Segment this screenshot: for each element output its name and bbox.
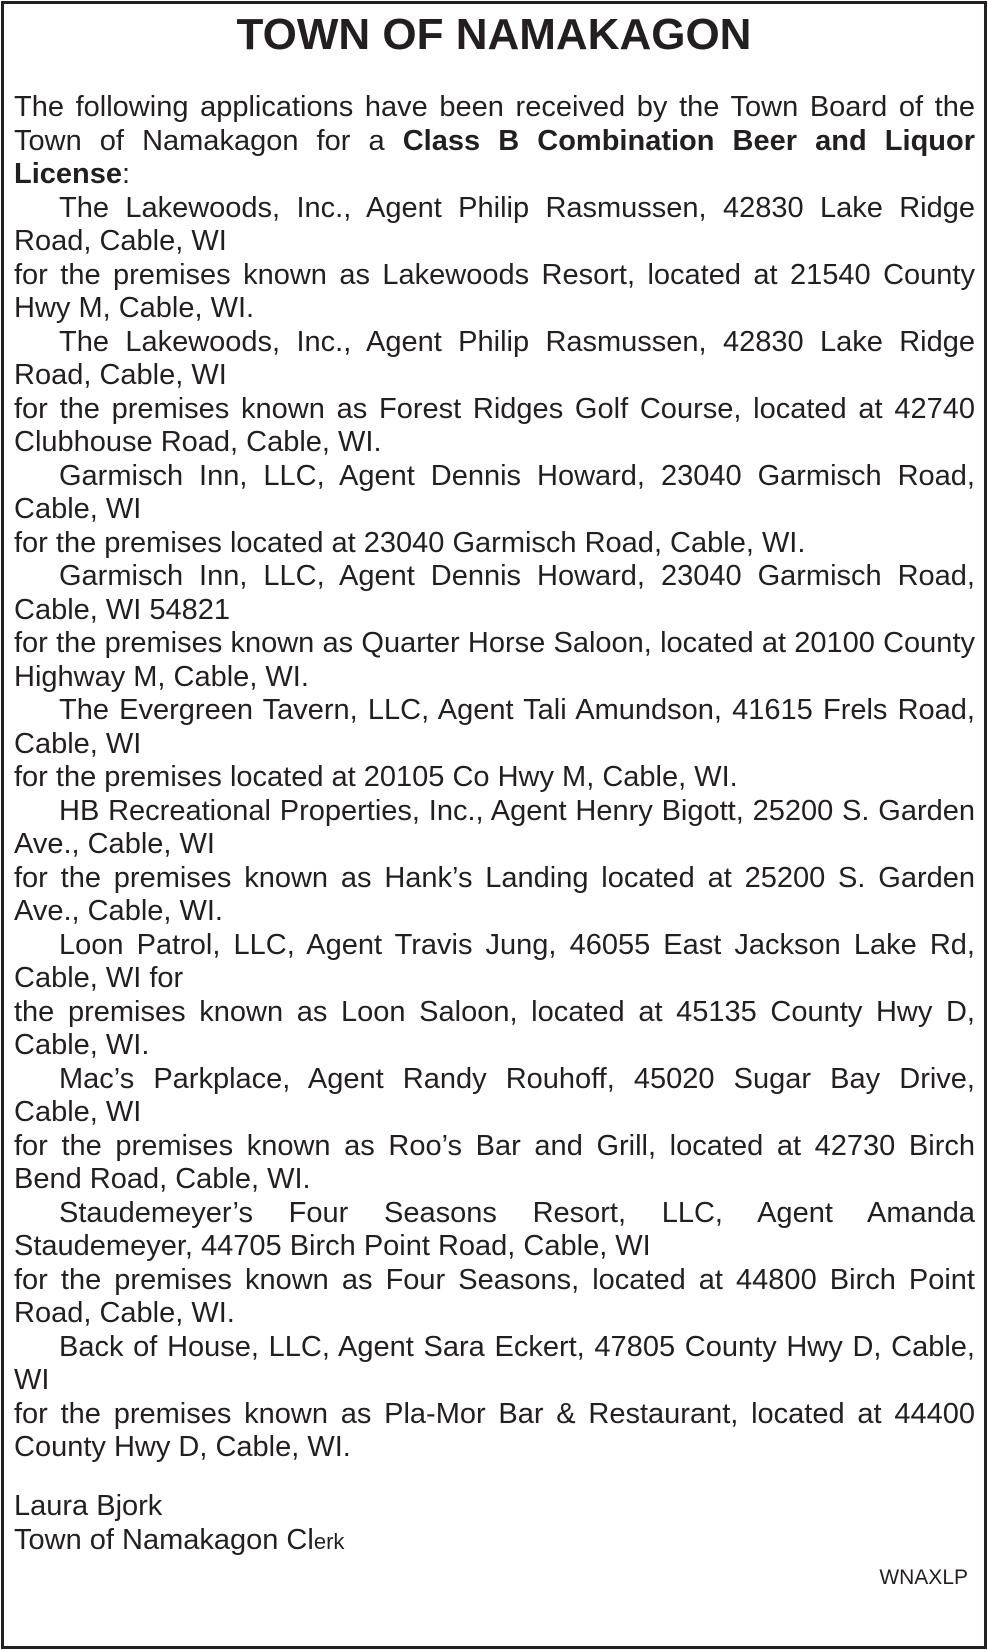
notice-title: TOWN OF NAMAKAGON: [236, 10, 752, 59]
application-applicant: Garmisch Inn, LLC, Agent Dennis Howard, 23040 Garmisch Road, Cable, WI 54821: [14, 560, 975, 626]
application-applicant: The Lakewoods, Inc., Agent Philip Rasmussen, 42830 Lake Ridge Road, Cable, WI: [14, 325, 975, 391]
intro-paragraph: [14, 91, 975, 192]
application-applicant: Staudemeyer’s Four Seasons Resort, LLC, Agent Amanda Staudemeyer, 44705 Birch Point Road, Cable, WI: [14, 1196, 975, 1262]
application-premises: for the premises known as Roo’s Bar and Grill, located at 42730 Birch Bend Road, Cable, WI.: [14, 1129, 975, 1195]
signer-name: Laura Bjork: [14, 1490, 163, 1522]
signer-title-end: erk: [313, 1528, 345, 1554]
applications-list: [14, 192, 975, 1465]
application-premises: for the premises known as Forest Ridges Golf Course, located at 42740 Clubhouse Road, Cable, WI.: [14, 392, 975, 458]
application-applicant: Loon Patrol, LLC, Agent Travis Jung, 46055 East Jackson Lake Rd, Cable, WI for: [14, 928, 975, 994]
application-premises: for the premises known as Pla-Mor Bar & Restaurant, located at 44400 County Hwy D, Cable, WI.: [14, 1397, 975, 1463]
application-premises: for the premises known as Hank’s Landing located at 25200 S. Garden Ave., Cable, WI.: [14, 861, 975, 927]
reference-code: WNAXLP: [879, 1566, 968, 1589]
application-applicant: The Evergreen Tavern, LLC, Agent Tali Amundson, 41615 Frels Road, Cable, WI: [14, 694, 975, 760]
intro-colon: :: [122, 158, 131, 190]
application-applicant: Mac’s Parkplace, Agent Randy Rouhoff, 45020 Sugar Bay Drive, Cable, WI: [14, 1062, 975, 1128]
notice-body: [14, 91, 975, 1465]
application-premises: for the premises located at 20105 Co Hwy M, Cable, WI.: [14, 761, 738, 793]
application-applicant: HB Recreational Properties, Inc., Agent Henry Bigott, 25200 S. Garden Ave., Cable, WI: [14, 794, 975, 860]
signature-block: [14, 1490, 344, 1558]
application-premises: for the premises known as Four Seasons, located at 44800 Birch Point Road, Cable, WI.: [14, 1263, 975, 1329]
intro-text: The following applications have been received by the Town Board of the Town of Namakagon for a: [14, 91, 975, 157]
application-premises: for the premises known as Lakewoods Resort, located at 21540 County Hwy M, Cable, WI.: [14, 258, 975, 324]
signer-title-main: Town of Namakagon Cl: [14, 1523, 314, 1556]
signer-title: [14, 1524, 344, 1559]
application-premises: the premises known as Loon Saloon, located at 45135 County Hwy D, Cable, WI.: [14, 995, 975, 1061]
application-applicant: Garmisch Inn, LLC, Agent Dennis Howard, 23040 Garmisch Road, Cable, WI: [14, 459, 975, 525]
application-premises: for the premises known as Quarter Horse Saloon, located at 20100 County Highway M, Cable, WI.: [14, 627, 975, 693]
application-applicant: Back of House, LLC, Agent Sara Eckert, 47805 County Hwy D, Cable, WI: [14, 1330, 975, 1396]
legal-notice: [1, 1, 987, 1649]
application-applicant: The Lakewoods, Inc., Agent Philip Rasmussen, 42830 Lake Ridge Road, Cable, WI: [14, 191, 975, 257]
license-type: Class B Combination Beer and Liquor License: [14, 124, 976, 190]
application-premises: for the premises located at 23040 Garmisch Road, Cable, WI.: [14, 526, 806, 559]
